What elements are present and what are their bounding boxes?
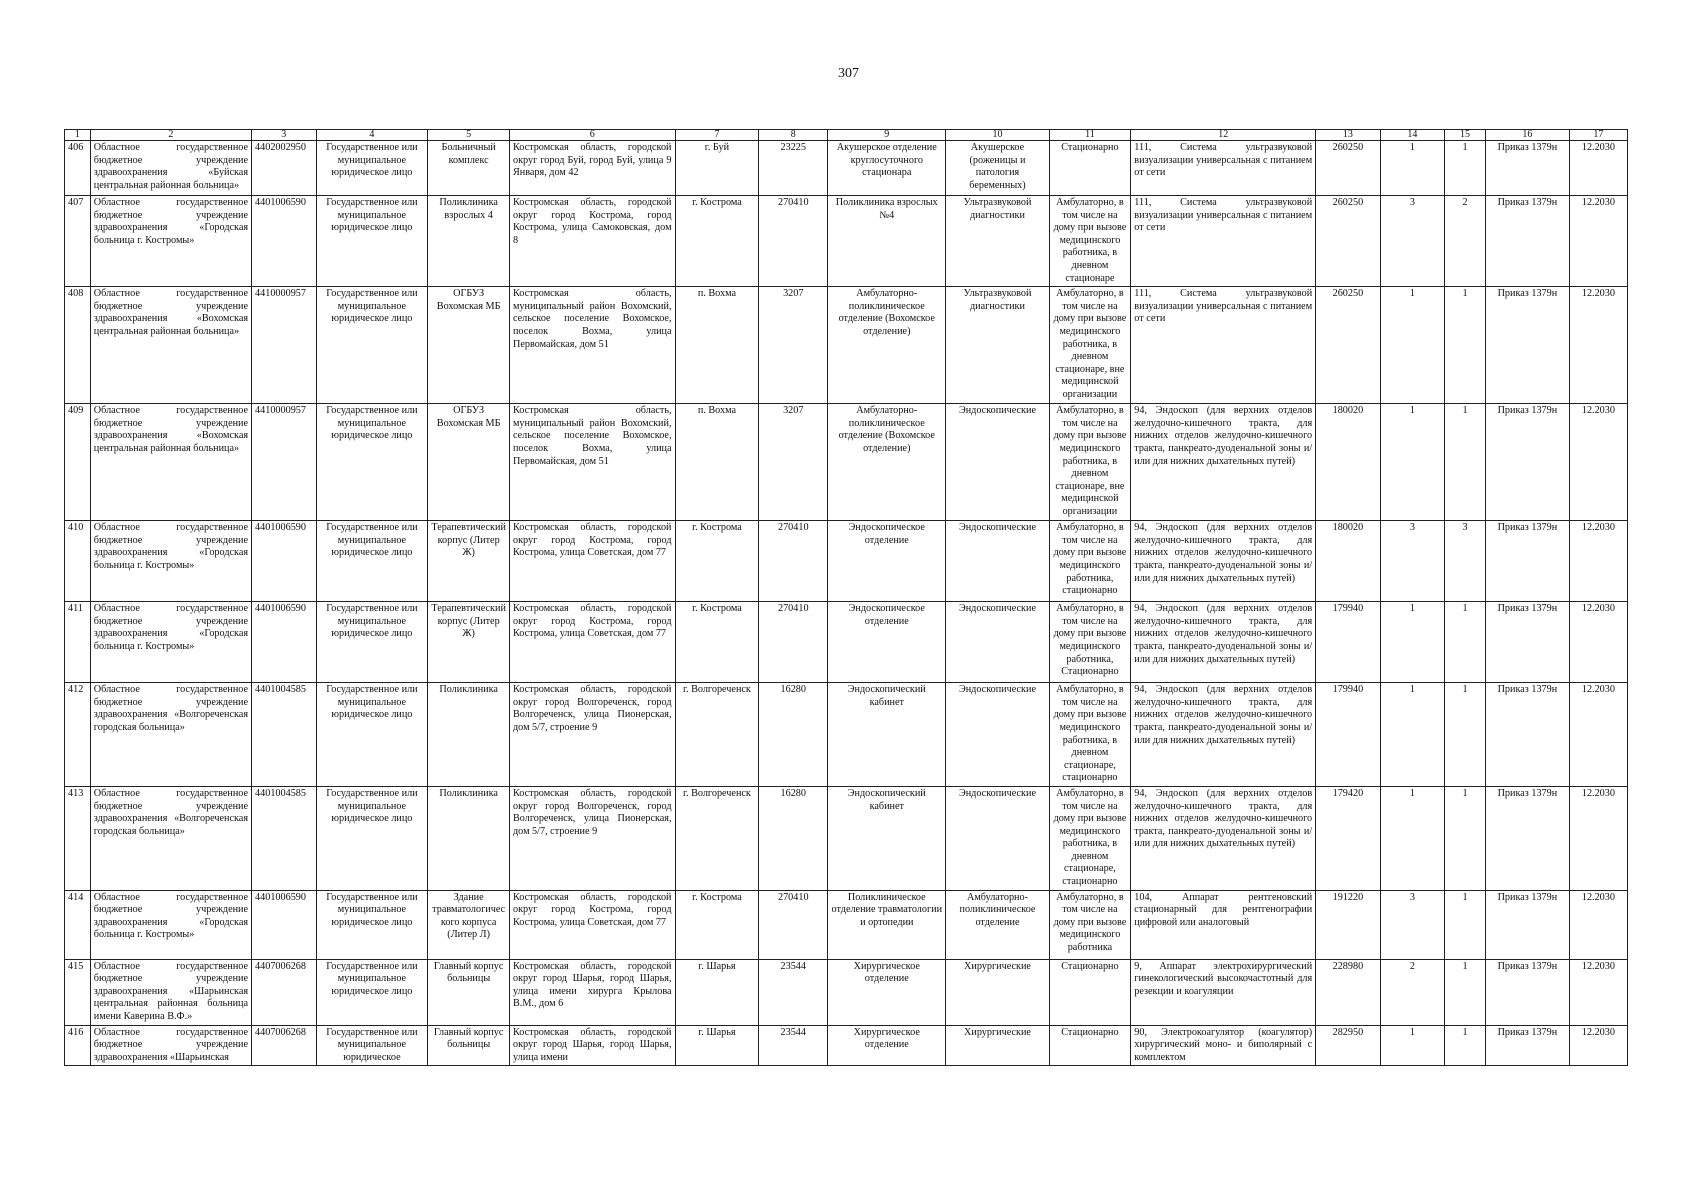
department: Эндоскопическое отделение [828, 521, 946, 602]
department: Акушерское отделение круглосуточного стационара [828, 141, 946, 196]
header-row [65, 130, 1628, 141]
care-conditions: Амбулаторно, в том числе на дому при вызове медицинского работника, в дневном стационаре, вне медицинской организации [1049, 287, 1131, 404]
order-reference: Приказ 1379н [1485, 890, 1569, 959]
equipment: 104, Аппарат рентгеновский стационарный для рентгенографии цифровой или аналоговый [1131, 890, 1316, 959]
inn: 4401004585 [252, 683, 316, 787]
order-reference: Приказ 1379н [1485, 287, 1569, 404]
okpd-code: 228980 [1316, 959, 1380, 1025]
organization-name: Областное государственное бюджетное учреждение здравоохранения «Вохомская центральная районная больница» [90, 287, 251, 404]
order-reference: Приказ 1379н [1485, 959, 1569, 1025]
care-conditions: Амбулаторно, в том числе на дому при вызове медицинского работника, в дневном стационаре, стационарно [1049, 786, 1131, 890]
quantity-available: 1 [1445, 786, 1486, 890]
okpd-code: 179940 [1316, 602, 1380, 683]
care-conditions: Амбулаторно, в том числе на дому при вызове медицинского работника, в дневном стационаре, вне медицинской организации [1049, 404, 1131, 521]
row-number: 410 [65, 521, 91, 602]
address: Костромская область, городской округ город Кострома, город Кострома, улица Советская, дом 77 [509, 521, 675, 602]
table-row [65, 287, 1628, 404]
legal-form: Государственное или муниципальное юридическое лицо [316, 683, 428, 787]
table-row [65, 890, 1628, 959]
order-reference: Приказ 1379н [1485, 1025, 1569, 1066]
department: Эндоскопическое отделение [828, 602, 946, 683]
quantity-available: 1 [1445, 890, 1486, 959]
legal-form: Государственное или муниципальное юридическое лицо [316, 786, 428, 890]
quantity-available: 1 [1445, 404, 1486, 521]
inn: 4401006590 [252, 196, 316, 287]
quantity-available: 1 [1445, 683, 1486, 787]
equipment: 90, Электрокоагулятор (коагулятор) хирургический моно- и биполярный с комплектом [1131, 1025, 1316, 1066]
care-conditions: Амбулаторно, в том числе на дому при вызове медицинского работника [1049, 890, 1131, 959]
order-reference: Приказ 1379н [1485, 404, 1569, 521]
legal-form: Государственное или муниципальное юридическое лицо [316, 890, 428, 959]
profile: Эндоскопические [946, 404, 1049, 521]
quantity-required: 1 [1380, 141, 1444, 196]
equipment: 94, Эндоскоп (для верхних отделов желудочно-кишечного тракта, для нижних отделов желудочно-кишечного тракта, панкреато-дуоденальной зоны и/или для нижних дыхательных путей) [1131, 404, 1316, 521]
care-conditions: Стационарно [1049, 959, 1131, 1025]
department: Амбулаторно-поликлиническое отделение (Вохомское отделение) [828, 287, 946, 404]
profile: Амбулаторно-поликлиническое отделение [946, 890, 1049, 959]
settlement: г. Волгореченск [675, 683, 759, 787]
deadline: 12.2030 [1569, 890, 1627, 959]
okpd-code: 260250 [1316, 287, 1380, 404]
organization-name: Областное государственное бюджетное учреждение здравоохранения «Городская больница г. Костромы» [90, 890, 251, 959]
equipment: 9, Аппарат электрохирургический гинекологический высокочастотный для резекции и коагуляции [1131, 959, 1316, 1025]
row-number: 408 [65, 287, 91, 404]
address: Костромская область, городской округ город Шарья, город Шарья, улица имени [509, 1025, 675, 1066]
quantity-available: 1 [1445, 959, 1486, 1025]
quantity-available: 3 [1445, 521, 1486, 602]
quantity-required: 1 [1380, 683, 1444, 787]
subdivision: ОГБУЗ Вохомская МБ [428, 404, 510, 521]
code: 3207 [759, 404, 828, 521]
row-number: 413 [65, 786, 91, 890]
order-reference: Приказ 1379н [1485, 602, 1569, 683]
equipment: 111, Система ультразвуковой визуализации универсальная с питанием от сети [1131, 141, 1316, 196]
inn: 4401006590 [252, 521, 316, 602]
quantity-required: 3 [1380, 196, 1444, 287]
address: Костромская область, городской округ город Буй, город Буй, улица 9 Января, дом 42 [509, 141, 675, 196]
care-conditions: Амбулаторно, в том числе на дому при вызове медицинского работника, в дневном стационаре [1049, 196, 1131, 287]
deadline: 12.2030 [1569, 141, 1627, 196]
row-number: 406 [65, 141, 91, 196]
page-number: 307 [838, 66, 859, 81]
table-row [65, 959, 1628, 1025]
okpd-code: 180020 [1316, 521, 1380, 602]
settlement: г. Волгореченск [675, 786, 759, 890]
okpd-code: 179940 [1316, 683, 1380, 787]
okpd-code: 260250 [1316, 141, 1380, 196]
organization-name: Областное государственное бюджетное учреждение здравоохранения «Городская больница г. Костромы» [90, 196, 251, 287]
address: Костромская область, муниципальный район Вохомский, сельское поселение Вохомское, поселок Вохма, улица Первомайская, дом 51 [509, 404, 675, 521]
legal-form: Государственное или муниципальное юридическое лицо [316, 959, 428, 1025]
inn: 4410000957 [252, 404, 316, 521]
table-row [65, 404, 1628, 521]
table-row [65, 141, 1628, 196]
quantity-required: 1 [1380, 1025, 1444, 1066]
row-number: 415 [65, 959, 91, 1025]
code: 270410 [759, 196, 828, 287]
deadline: 12.2030 [1569, 287, 1627, 404]
address: Костромская область, городской округ город Кострома, город Кострома, улица Советская, дом 77 [509, 890, 675, 959]
quantity-available: 1 [1445, 287, 1486, 404]
deadline: 12.2030 [1569, 683, 1627, 787]
column-header: 16 [1485, 130, 1569, 141]
column-header: 4 [316, 130, 428, 141]
code: 16280 [759, 786, 828, 890]
profile: Эндоскопические [946, 602, 1049, 683]
profile: Хирургические [946, 1025, 1049, 1066]
care-conditions: Стационарно [1049, 1025, 1131, 1066]
equipment: 94, Эндоскоп (для верхних отделов желудочно-кишечного тракта, для нижних отделов желудочно-кишечного тракта, панкреато-дуоденальной зоны и/или для нижних дыхательных путей) [1131, 521, 1316, 602]
department: Амбулаторно-поликлиническое отделение (Вохомское отделение) [828, 404, 946, 521]
equipment: 111, Система ультразвуковой визуализации универсальная с питанием от сети [1131, 287, 1316, 404]
address: Костромская область, городской округ город Шарья, город Шарья, улица имени хирурга Крылова В.М., дом 6 [509, 959, 675, 1025]
settlement: г. Кострома [675, 890, 759, 959]
column-header: 15 [1445, 130, 1486, 141]
code: 23544 [759, 1025, 828, 1066]
code: 270410 [759, 890, 828, 959]
column-header: 17 [1569, 130, 1627, 141]
address: Костромская область, муниципальный район Вохомский, сельское поселение Вохомское, поселок Вохма, улица Первомайская, дом 51 [509, 287, 675, 404]
quantity-required: 1 [1380, 404, 1444, 521]
inn: 4401006590 [252, 890, 316, 959]
code: 16280 [759, 683, 828, 787]
settlement: г. Кострома [675, 196, 759, 287]
settlement: г. Кострома [675, 602, 759, 683]
inn: 4410000957 [252, 287, 316, 404]
legal-form: Государственное или муниципальное юридическое лицо [316, 287, 428, 404]
row-number: 416 [65, 1025, 91, 1066]
table-row [65, 683, 1628, 787]
settlement: п. Вохма [675, 287, 759, 404]
table-row [65, 196, 1628, 287]
column-header: 7 [675, 130, 759, 141]
deadline: 12.2030 [1569, 196, 1627, 287]
okpd-code: 180020 [1316, 404, 1380, 521]
profile: Эндоскопические [946, 683, 1049, 787]
column-header: 8 [759, 130, 828, 141]
code: 270410 [759, 602, 828, 683]
profile: Акушерское (роженицы и патология беременных) [946, 141, 1049, 196]
settlement: г. Кострома [675, 521, 759, 602]
inn: 4407006268 [252, 1025, 316, 1066]
inn: 4401006590 [252, 602, 316, 683]
quantity-required: 1 [1380, 786, 1444, 890]
care-conditions: Стационарно [1049, 141, 1131, 196]
settlement: п. Вохма [675, 404, 759, 521]
okpd-code: 191220 [1316, 890, 1380, 959]
inn: 4407006268 [252, 959, 316, 1025]
column-header: 5 [428, 130, 510, 141]
legal-form: Государственное или муниципальное юридическое лицо [316, 404, 428, 521]
quantity-required: 1 [1380, 287, 1444, 404]
okpd-code: 260250 [1316, 196, 1380, 287]
deadline: 12.2030 [1569, 521, 1627, 602]
row-number: 412 [65, 683, 91, 787]
settlement: г. Шарья [675, 1025, 759, 1066]
code: 270410 [759, 521, 828, 602]
subdivision: Поликлиника взрослых 4 [428, 196, 510, 287]
column-header: 13 [1316, 130, 1380, 141]
equipment: 94, Эндоскоп (для верхних отделов желудочно-кишечного тракта, для нижних отделов желудочно-кишечного тракта, панкреато-дуоденальной зоны и/или для нижних дыхательных путей) [1131, 683, 1316, 787]
legal-form: Государственное или муниципальное юридическое лицо [316, 602, 428, 683]
legal-form: Государственное или муниципальное юридическое [316, 1025, 428, 1066]
code: 3207 [759, 287, 828, 404]
address: Костромская область, городской округ город Волгореченск, город Волгореченск, улица Пионерская, дом 5/7, строение 9 [509, 683, 675, 787]
order-reference: Приказ 1379н [1485, 196, 1569, 287]
row-number: 407 [65, 196, 91, 287]
quantity-available: 2 [1445, 196, 1486, 287]
organization-name: Областное государственное бюджетное учреждение здравоохранения «Волгореченская городская больница» [90, 786, 251, 890]
quantity-available: 1 [1445, 1025, 1486, 1066]
inn: 4402002950 [252, 141, 316, 196]
care-conditions: Амбулаторно, в том числе на дому при вызове медицинского работника, в дневном стационаре, стационарно [1049, 683, 1131, 787]
subdivision: Терапевтический корпус (Литер Ж) [428, 602, 510, 683]
address: Костромская область, городской округ город Кострома, город Кострома, улица Советская, дом 77 [509, 602, 675, 683]
quantity-available: 1 [1445, 141, 1486, 196]
department: Хирургическое отделение [828, 1025, 946, 1066]
subdivision: Поликлиника [428, 786, 510, 890]
okpd-code: 179420 [1316, 786, 1380, 890]
organization-name: Областное государственное бюджетное учреждение здравоохранения «Буйская центральная районная больница» [90, 141, 251, 196]
column-header: 10 [946, 130, 1049, 141]
profile: Эндоскопические [946, 521, 1049, 602]
subdivision: Терапевтический корпус (Литер Ж) [428, 521, 510, 602]
code: 23544 [759, 959, 828, 1025]
department: Эндоскопический кабинет [828, 786, 946, 890]
legal-form: Государственное или муниципальное юридическое лицо [316, 141, 428, 196]
order-reference: Приказ 1379н [1485, 786, 1569, 890]
organization-name: Областное государственное бюджетное учреждение здравоохранения «Городская больница г. Костромы» [90, 521, 251, 602]
department: Хирургическое отделение [828, 959, 946, 1025]
column-header: 6 [509, 130, 675, 141]
department: Поликлиника взрослых №4 [828, 196, 946, 287]
department: Поликлиническое отделение травматологии и ортопедии [828, 890, 946, 959]
subdivision: Здание травматологического корпуса (Литер Л) [428, 890, 510, 959]
organization-name: Областное государственное бюджетное учреждение здравоохранения «Шарьинская центральная районная больница имени Каверина В.Ф.» [90, 959, 251, 1025]
quantity-required: 3 [1380, 521, 1444, 602]
address: Костромская область, городской округ город Кострома, город Кострома, улица Самоковская, дом 8 [509, 196, 675, 287]
subdivision: Главный корпус больницы [428, 959, 510, 1025]
table-row [65, 521, 1628, 602]
profile: Ультразвуковой диагностики [946, 196, 1049, 287]
order-reference: Приказ 1379н [1485, 141, 1569, 196]
column-header: 12 [1131, 130, 1316, 141]
order-reference: Приказ 1379н [1485, 683, 1569, 787]
table-row [65, 602, 1628, 683]
settlement: г. Буй [675, 141, 759, 196]
column-header: 3 [252, 130, 316, 141]
profile: Ультразвуковой диагностики [946, 287, 1049, 404]
subdivision: Поликлиника [428, 683, 510, 787]
quantity-available: 1 [1445, 602, 1486, 683]
okpd-code: 282950 [1316, 1025, 1380, 1066]
code: 23225 [759, 141, 828, 196]
organization-name: Областное государственное бюджетное учреждение здравоохранения «Городская больница г. Костромы» [90, 602, 251, 683]
column-header: 2 [90, 130, 251, 141]
care-conditions: Амбулаторно, в том числе на дому при вызове медицинского работника, стационарно [1049, 521, 1131, 602]
table-row [65, 786, 1628, 890]
organization-name: Областное государственное бюджетное учреждение здравоохранения «Вохомская центральная районная больница» [90, 404, 251, 521]
column-header: 9 [828, 130, 946, 141]
order-reference: Приказ 1379н [1485, 521, 1569, 602]
quantity-required: 3 [1380, 890, 1444, 959]
registry-table [64, 129, 1628, 1066]
profile: Хирургические [946, 959, 1049, 1025]
deadline: 12.2030 [1569, 959, 1627, 1025]
column-header: 14 [1380, 130, 1444, 141]
organization-name: Областное государственное бюджетное учреждение здравоохранения «Волгореченская городская больница» [90, 683, 251, 787]
column-header: 11 [1049, 130, 1131, 141]
equipment: 94, Эндоскоп (для верхних отделов желудочно-кишечного тракта, для нижних отделов желудочно-кишечного тракта, панкреато-дуоденальной зоны и/или для нижних дыхательных путей) [1131, 602, 1316, 683]
department: Эндоскопический кабинет [828, 683, 946, 787]
row-number: 411 [65, 602, 91, 683]
subdivision: Больничный комплекс [428, 141, 510, 196]
table-row [65, 1025, 1628, 1066]
care-conditions: Амбулаторно, в том числе на дому при вызове медицинского работника, Стационарно [1049, 602, 1131, 683]
inn: 4401004585 [252, 786, 316, 890]
address: Костромская область, городской округ город Волгореченск, город Волгореченск, улица Пионерская, дом 5/7, строение 9 [509, 786, 675, 890]
equipment: 111, Система ультразвуковой визуализации универсальная с питанием от сети [1131, 196, 1316, 287]
row-number: 414 [65, 890, 91, 959]
deadline: 12.2030 [1569, 404, 1627, 521]
quantity-required: 2 [1380, 959, 1444, 1025]
legal-form: Государственное или муниципальное юридическое лицо [316, 196, 428, 287]
quantity-required: 1 [1380, 602, 1444, 683]
settlement: г. Шарья [675, 959, 759, 1025]
deadline: 12.2030 [1569, 786, 1627, 890]
equipment: 94, Эндоскоп (для верхних отделов желудочно-кишечного тракта, для нижних отделов желудочно-кишечного тракта, панкреато-дуоденальной зоны и/или для нижних дыхательных путей) [1131, 786, 1316, 890]
profile: Эндоскопические [946, 786, 1049, 890]
row-number: 409 [65, 404, 91, 521]
deadline: 12.2030 [1569, 602, 1627, 683]
column-header: 1 [65, 130, 91, 141]
subdivision: ОГБУЗ Вохомская МБ [428, 287, 510, 404]
deadline: 12.2030 [1569, 1025, 1627, 1066]
legal-form: Государственное или муниципальное юридическое лицо [316, 521, 428, 602]
organization-name: Областное государственное бюджетное учреждение здравоохранения «Шарьинская [90, 1025, 251, 1066]
subdivision: Главный корпус больницы [428, 1025, 510, 1066]
